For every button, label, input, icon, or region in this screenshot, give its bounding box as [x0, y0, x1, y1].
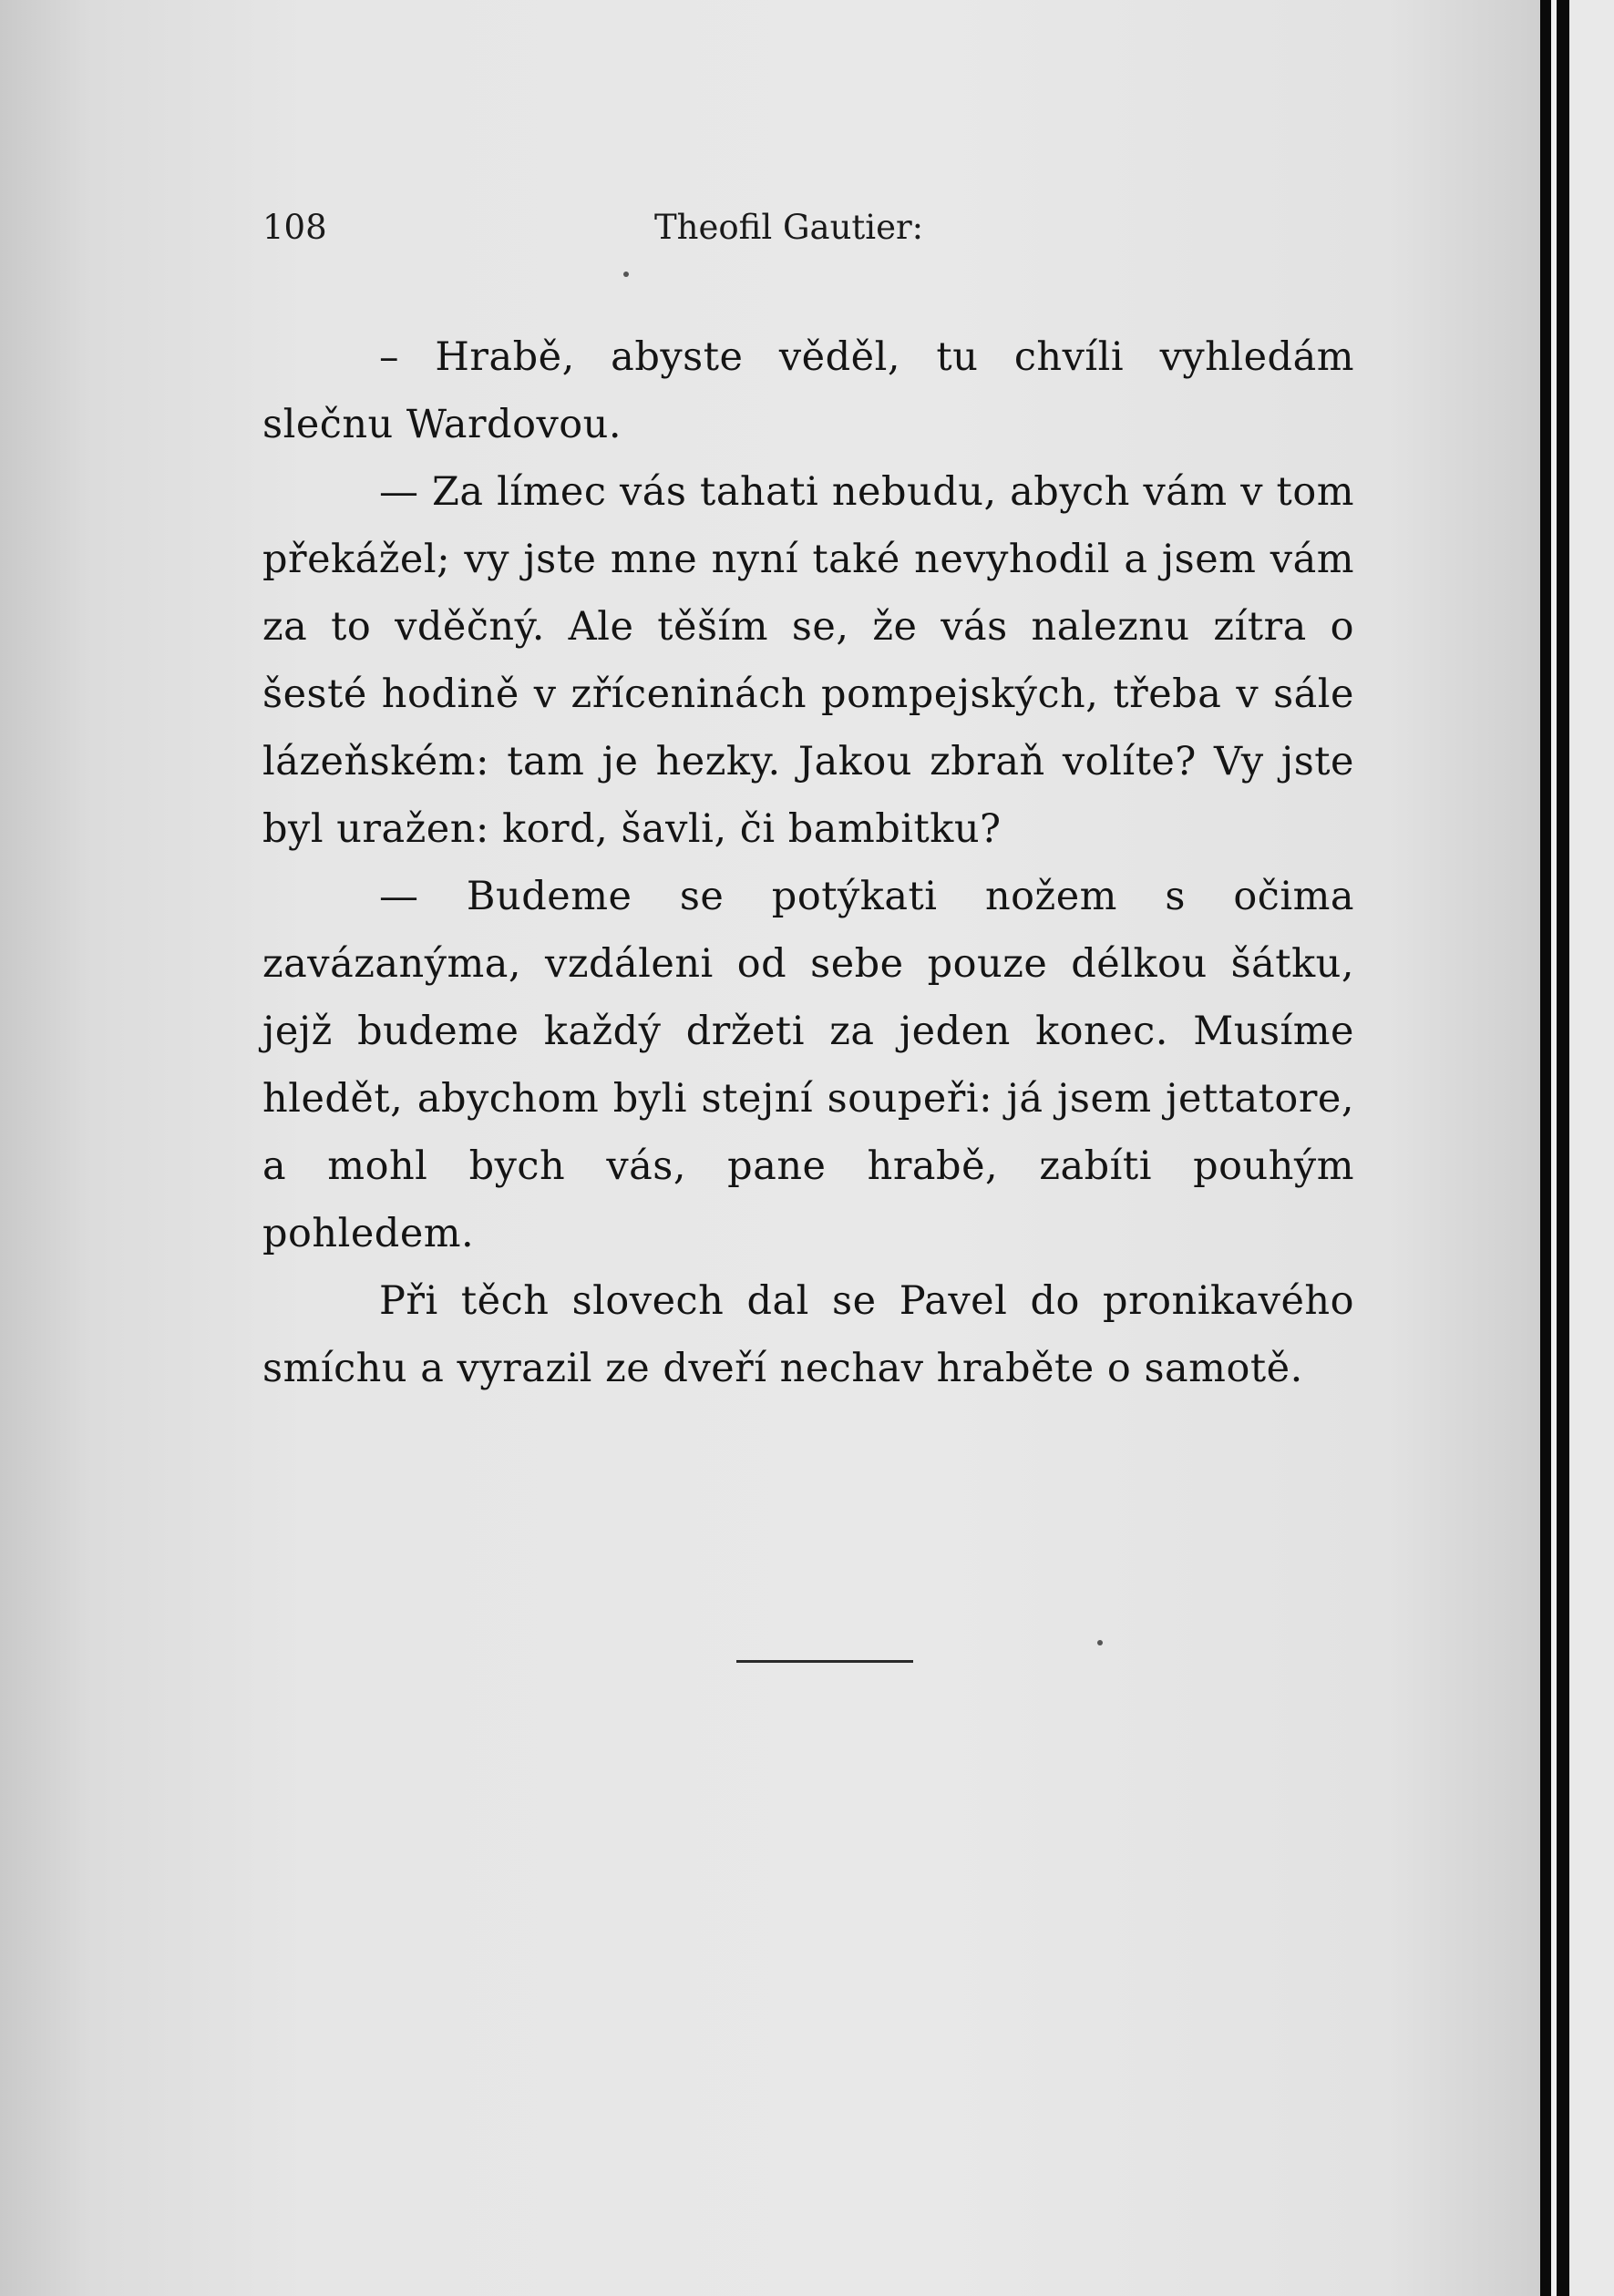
paper-speck: [1097, 1640, 1103, 1645]
next-page-rim: [1569, 0, 1614, 2296]
gutter-line: [1551, 0, 1557, 2296]
body-text: [262, 323, 1354, 1402]
paragraph: Při těch slovech dal se Pavel do pronikavého smíchu a vyrazil ze dveří nechav hraběte o samotě.: [262, 1278, 1354, 1391]
page-number: 108: [262, 208, 327, 247]
paper-speck: [623, 272, 629, 277]
page-edge: [1540, 0, 1614, 2296]
end-rule: [736, 1660, 913, 1663]
running-title: Theofil Gautier:: [654, 208, 924, 247]
running-head: [262, 208, 1356, 253]
paragraph: — Za límec vás tahati nebudu, abych vám v tom překážel; vy jste mne nyní také nevyhodil a jsem vám za to vděčný. Ale těším se, že vás naleznu zítra o šesté hodině v zříceninách pompejských, třeba v sále lázeňském: tam je hezky. Jakou zbraň volíte? Vy jste byl uražen: kord, šavli, či bambitku?: [262, 469, 1354, 852]
paragraph: – Hrabě, abyste věděl, tu chvíli vyhledám slečnu Wardovou.: [262, 334, 1354, 447]
paragraph: — Budeme se potýkati nožem s očima zavázanýma, vzdáleni od sebe pouze délkou šátku, jejž budeme každý držeti za jeden konec. Musíme hledět, abychom byli stejní soupeři: já jsem jettatore, a mohl bych vás, pane hrabě, zabíti pouhým pohledem.: [262, 874, 1354, 1256]
